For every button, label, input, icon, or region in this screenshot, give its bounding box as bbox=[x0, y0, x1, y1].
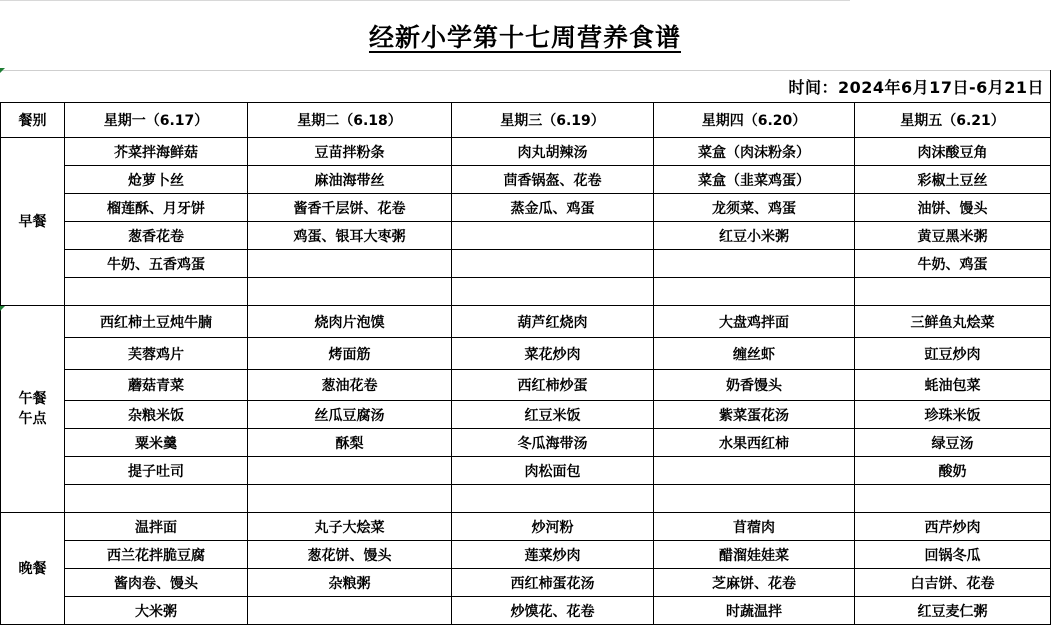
dish-cell bbox=[654, 250, 855, 278]
dish-cell: 炝萝卜丝 bbox=[65, 166, 248, 194]
dish-cell: 提子吐司 bbox=[65, 457, 248, 485]
dish-cell: 牛奶、鸡蛋 bbox=[855, 250, 1051, 278]
dish-cell: 烤面筋 bbox=[248, 338, 452, 370]
dish-cell: 彩椒土豆丝 bbox=[855, 166, 1051, 194]
dish-cell: 西红柿蛋花汤 bbox=[452, 569, 654, 597]
empty-cell bbox=[654, 278, 855, 306]
dish-cell: 红豆小米粥 bbox=[654, 222, 855, 250]
lunch-row bbox=[1, 338, 1051, 370]
dish-cell bbox=[248, 597, 452, 625]
day-header: 星期五（6.21） bbox=[855, 103, 1051, 138]
empty-cell bbox=[65, 485, 248, 513]
dinner-row bbox=[1, 597, 1051, 625]
dish-cell: 葱油花卷 bbox=[248, 370, 452, 401]
spacer-row bbox=[1, 485, 1051, 513]
dish-cell: 醋溜娃娃菜 bbox=[654, 541, 855, 569]
dish-cell: 茴香锅盔、花卷 bbox=[452, 166, 654, 194]
lunch-label-cell bbox=[1, 306, 65, 513]
dish-cell: 蒸金瓜、鸡蛋 bbox=[452, 194, 654, 222]
dish-cell: 肉沫酸豆角 bbox=[855, 138, 1051, 166]
dish-cell: 鸡蛋、银耳大枣粥 bbox=[248, 222, 452, 250]
dish-cell: 麻油海带丝 bbox=[248, 166, 452, 194]
dish-cell: 粟米羹 bbox=[65, 429, 248, 457]
dish-cell bbox=[452, 222, 654, 250]
dish-cell: 烧肉片泡馍 bbox=[248, 306, 452, 338]
dish-cell: 蘑菇青菜 bbox=[65, 370, 248, 401]
dish-cell: 葱花饼、馒头 bbox=[248, 541, 452, 569]
dinner-row bbox=[1, 513, 1051, 541]
dish-cell: 冬瓜海带汤 bbox=[452, 429, 654, 457]
day-header: 星期一（6.17） bbox=[65, 103, 248, 138]
dish-cell: 炒馍花、花卷 bbox=[452, 597, 654, 625]
dish-cell: 肉松面包 bbox=[452, 457, 654, 485]
dish-cell: 西红柿炒蛋 bbox=[452, 370, 654, 401]
dish-cell: 回锅冬瓜 bbox=[855, 541, 1051, 569]
dish-cell: 杂粮粥 bbox=[248, 569, 452, 597]
dish-cell: 丸子大烩菜 bbox=[248, 513, 452, 541]
dish-cell: 奶香馒头 bbox=[654, 370, 855, 401]
dish-cell: 莲菜炒肉 bbox=[452, 541, 654, 569]
dinner-row bbox=[1, 541, 1051, 569]
empty-cell bbox=[248, 485, 452, 513]
empty-cell bbox=[855, 485, 1051, 513]
dish-cell: 时蔬温拌 bbox=[654, 597, 855, 625]
dish-cell: 西芹炒肉 bbox=[855, 513, 1051, 541]
empty-cell bbox=[855, 278, 1051, 306]
menu-body bbox=[1, 138, 1051, 625]
dish-cell: 菜盒（肉沫粉条） bbox=[654, 138, 855, 166]
dish-cell: 紫菜蛋花汤 bbox=[654, 401, 855, 429]
breakfast-row bbox=[1, 194, 1051, 222]
meal-label: 晚餐 bbox=[18, 560, 47, 577]
dish-cell: 菜花炒肉 bbox=[452, 338, 654, 370]
empty-cell bbox=[452, 485, 654, 513]
empty-cell bbox=[452, 278, 654, 306]
dish-cell: 丝瓜豆腐汤 bbox=[248, 401, 452, 429]
dish-cell: 三鲜鱼丸烩菜 bbox=[855, 306, 1051, 338]
header-row bbox=[1, 103, 1051, 138]
page-title-text: 经新小学第十七周营养食谱 bbox=[368, 23, 681, 52]
dish-cell: 芝麻饼、花卷 bbox=[654, 569, 855, 597]
dish-cell: 苜蓿肉 bbox=[654, 513, 855, 541]
dish-cell: 西红柿土豆炖牛腩 bbox=[65, 306, 248, 338]
dish-cell: 酱香千层饼、花卷 bbox=[248, 194, 452, 222]
dish-cell: 炒河粉 bbox=[452, 513, 654, 541]
dish-cell: 大米粥 bbox=[65, 597, 248, 625]
dish-cell: 榴莲酥、月牙饼 bbox=[65, 194, 248, 222]
dish-cell: 大盘鸡拌面 bbox=[654, 306, 855, 338]
spacer-row bbox=[1, 278, 1051, 306]
dish-cell: 芙蓉鸡片 bbox=[65, 338, 248, 370]
dish-cell: 葫芦红烧肉 bbox=[452, 306, 654, 338]
dish-cell: 红豆麦仁粥 bbox=[855, 597, 1051, 625]
meal-label: 早餐 bbox=[18, 213, 47, 230]
dish-cell: 牛奶、五香鸡蛋 bbox=[65, 250, 248, 278]
menu-table bbox=[0, 102, 1051, 625]
breakfast-row bbox=[1, 222, 1051, 250]
dish-cell: 酱肉卷、馒头 bbox=[65, 569, 248, 597]
cell-marker bbox=[0, 306, 5, 311]
dish-cell: 酥梨 bbox=[248, 429, 452, 457]
date-range: 时间：2024年6月17日-6月21日 bbox=[788, 78, 1044, 97]
lunch-row bbox=[1, 370, 1051, 401]
dish-cell bbox=[248, 250, 452, 278]
meal-column-header: 餐别 bbox=[1, 103, 65, 138]
lunch-row bbox=[1, 429, 1051, 457]
page-title bbox=[0, 18, 1050, 54]
dish-cell: 红豆米饭 bbox=[452, 401, 654, 429]
breakfast-label-cell bbox=[1, 138, 65, 306]
dish-cell: 西兰花拌脆豆腐 bbox=[65, 541, 248, 569]
day-header: 星期四（6.20） bbox=[654, 103, 855, 138]
dish-cell: 龙须菜、鸡蛋 bbox=[654, 194, 855, 222]
dish-cell: 缠丝虾 bbox=[654, 338, 855, 370]
dish-cell: 菜盒（韭菜鸡蛋） bbox=[654, 166, 855, 194]
empty-cell bbox=[65, 278, 248, 306]
dish-cell: 珍珠米饭 bbox=[855, 401, 1051, 429]
lunch-row bbox=[1, 401, 1051, 429]
dish-cell: 绿豆汤 bbox=[855, 429, 1051, 457]
breakfast-row bbox=[1, 250, 1051, 278]
dish-cell: 水果西红柿 bbox=[654, 429, 855, 457]
dish-cell bbox=[248, 457, 452, 485]
day-header: 星期三（6.19） bbox=[452, 103, 654, 138]
dish-cell: 豇豆炒肉 bbox=[855, 338, 1051, 370]
dish-cell: 肉丸胡辣汤 bbox=[452, 138, 654, 166]
dish-cell: 温拌面 bbox=[65, 513, 248, 541]
dinner-row bbox=[1, 569, 1051, 597]
dish-cell: 豆苗拌粉条 bbox=[248, 138, 452, 166]
dish-cell: 白吉饼、花卷 bbox=[855, 569, 1051, 597]
dish-cell bbox=[452, 250, 654, 278]
dish-cell: 芥菜拌海鲜菇 bbox=[65, 138, 248, 166]
dish-cell: 油饼、馒头 bbox=[855, 194, 1051, 222]
dish-cell: 葱香花卷 bbox=[65, 222, 248, 250]
title-row bbox=[0, 0, 1050, 71]
date-row bbox=[0, 70, 1050, 102]
breakfast-row bbox=[1, 166, 1051, 194]
day-header: 星期二（6.18） bbox=[248, 103, 452, 138]
dish-cell: 蚝油包菜 bbox=[855, 370, 1051, 401]
dish-cell: 杂粮米饭 bbox=[65, 401, 248, 429]
lunch-row bbox=[1, 306, 1051, 338]
lunch-row bbox=[1, 457, 1051, 485]
right-border bbox=[1050, 70, 1051, 102]
meal-label: 午点 bbox=[18, 411, 47, 427]
dish-cell bbox=[654, 457, 855, 485]
dinner-label-cell bbox=[1, 513, 65, 625]
empty-cell bbox=[654, 485, 855, 513]
dish-cell: 酸奶 bbox=[855, 457, 1051, 485]
empty-cell bbox=[248, 278, 452, 306]
dish-cell: 黄豆黑米粥 bbox=[855, 222, 1051, 250]
meal-label: 午餐 bbox=[18, 391, 47, 407]
breakfast-row bbox=[1, 138, 1051, 166]
